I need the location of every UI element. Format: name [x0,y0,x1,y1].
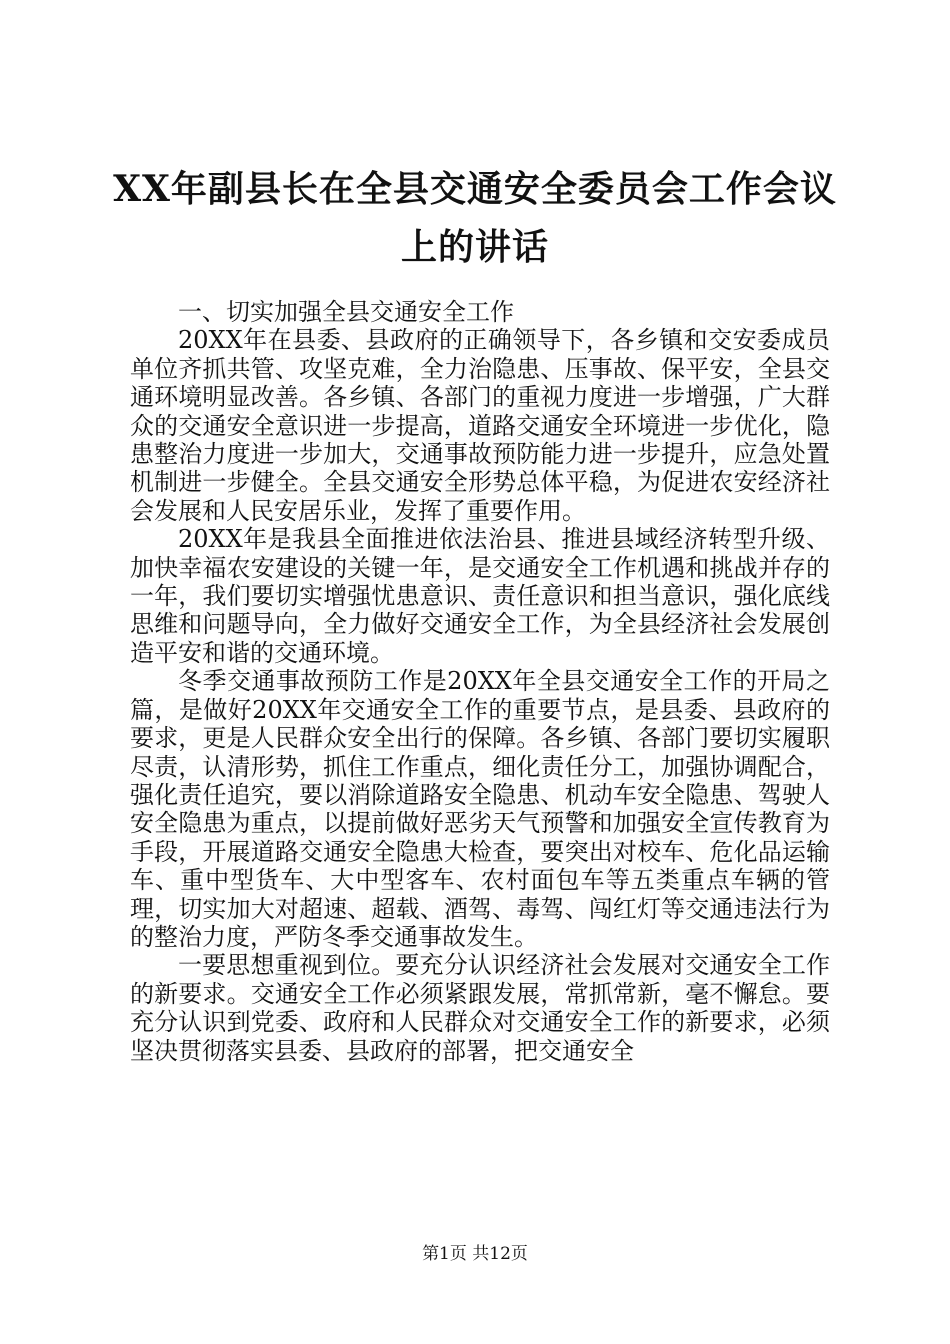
body-paragraph: 20XX年是我县全面推进依法治县、推进县域经济转型升级、加快幸福农安建设的关键一年，是交通安全工作机遇和挑战并存的一年，我们要切实增强忧患意识、责任意识和担当意识，强化底线思维和问题导向，全力做好交通安全工作，为全县经济社会发展创造平安和谐的交通环境。 [130,525,830,667]
title-line-2: 上的讲话 [400,226,549,268]
section-heading: 一、切实加强全县交通安全工作 [178,298,514,326]
title-line-1: XX年副县长在全县交通安全委员会工作会议 [113,168,837,210]
body-paragraph: 20XX年在县委、县政府的正确领导下，各乡镇和交安委成员单位齐抓共管、攻坚克难，全力治隐患、压事故、保平安，全县交通环境明显改善。各乡镇、各部门的重视力度进一步增强，广大群众的交通安全意识进一步提高，道路交通安全环境进一步优化，隐患整治力度进一步加大，交通事故预防能力进一步提升，应急处置机制进一步健全。全县交通安全形势总体平稳，为促进农安经济社会发展和人民安居乐业，发挥了重要作用。 [130,326,830,525]
body-paragraph: 冬季交通事故预防工作是20XX年全县交通安全工作的开局之篇，是做好20XX年交通安全工作的重要节点，是县委、县政府的要求，更是人民群众安全出行的保障。各乡镇、各部门要切实履职尽责，认清形势，抓住工作重点，细化责任分工，加强协调配合，强化责任追究，要以消除道路安全隐患、机动车安全隐患、驾驶人安全隐患为重点，以提前做好恶劣天气预警和加强安全宣传教育为手段，开展道路交通安全隐患大检查，要突出对校车、危化品运输车、重中型货车、大中型客车、农村面包车等五类重点车辆的管理，切实加大对超速、超载、酒驾、毒驾、闯红灯等交通违法行为的整治力度，严防冬季交通事故发生。 [130,667,830,951]
page-footer: 第1页 共12页 [422,1244,528,1264]
document-body [130,298,830,1065]
body-paragraph: 一要思想重视到位。要充分认识经济社会发展对交通安全工作的新要求。交通安全工作必须紧跟发展，常抓常新，毫不懈怠。要充分认识到党委、政府和人民群众对交通安全工作的新要求，必须坚决贯彻落实县委、县政府的部署，把交通安全 [130,951,830,1065]
document-title [110,160,840,276]
